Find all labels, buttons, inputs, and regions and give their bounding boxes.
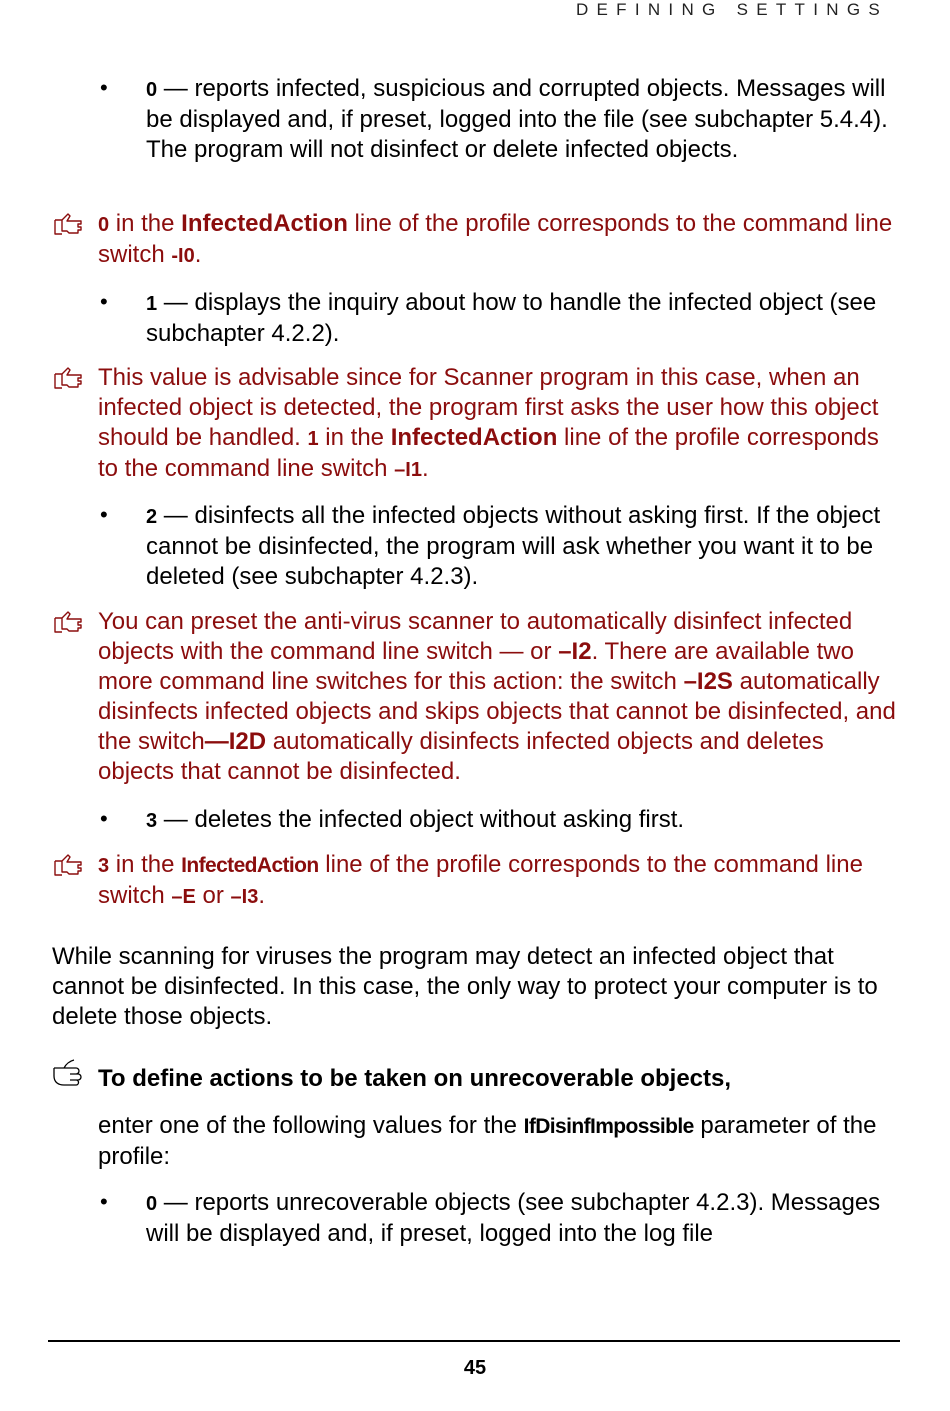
note-hand-icon [53,853,85,879]
list-item-value-2 [146,501,906,592]
switch-label: –I2S [683,668,733,695]
note-text: This value is advisable since for Scanner program in this case, when an infected object is detected, the program first asks the user how this object should be handled. [98,364,879,451]
value-label: 3 [146,810,158,832]
bullet-dot: • [100,806,108,831]
running-header: DEFINING SETTINGS [575,0,888,19]
switch-label: –E [171,886,196,908]
note-text: automatically disinfects infected objects and skips objects that cannot be disinfected, and the switch [98,668,896,755]
note-text: line of the profile corresponds to the command line switch [98,851,863,909]
value-label: 0 [146,1193,158,1215]
note-advisable-value [98,363,898,485]
list-item-unrecoverable-0 [146,1188,906,1249]
note-infected-action-0 [98,209,898,271]
note-text: . [258,882,265,909]
note-hand-icon [53,610,85,636]
note-text: automatically disinfects infected objects and deletes objects that cannot be disinfected. [98,728,824,785]
procedure-heading: To define actions to be taken on unrecoverable objects, [98,1065,732,1092]
bullet-dot: • [100,75,108,100]
switch-label: —I2D [204,728,267,755]
note-hand-icon [53,212,85,238]
footer-rule [48,1340,900,1342]
note-text: . [194,241,202,268]
note-text: . There are available two more command line switches for this action: the switch [98,638,854,695]
note-text: line of the profile corresponds to the command line switch [98,424,879,482]
note-text: in the [318,424,391,451]
procedure-intro [98,1111,898,1172]
intro-text: parameter of the profile: [98,1112,877,1170]
switch-label: –I2 [558,638,592,665]
value-label: 1 [307,428,319,450]
value-label: 2 [146,506,158,528]
switch-label: –I3 [230,886,259,908]
keyword: InfectedAction [181,854,319,877]
bullet-dot: • [100,289,108,314]
body-paragraph: While scanning for viruses the program may detect an infected object that cannot be disinfected. In this case, the only way to protect your computer is to delete those objects. [52,943,878,1030]
item-text: — displays the inquiry about how to handle the infected object (see subchapter 4.2.2). [146,289,877,347]
item-text: — reports unrecoverable objects (see subchapter 4.2.3). Messages will be displayed and, if preset, logged into the log file [146,1189,881,1247]
note-text: or [195,882,231,909]
note-text: You can preset the anti-virus scanner to automatically disinfect infected objects with the command line switch — or [98,608,853,665]
page-number: 45 [463,1357,487,1379]
value-label: 1 [146,293,158,315]
keyword: InfectedAction [181,210,348,237]
switch-label: -I0 [171,245,195,267]
note-infected-action-3 [98,850,898,912]
note-text: in the [109,851,182,878]
note-hand-icon [53,366,85,392]
intro-text: enter one of the following values for the [98,1112,524,1139]
note-text: in the [109,210,182,237]
switch-label: –I1 [394,459,422,481]
note-auto-disinfect [98,607,898,787]
list-item-value-1 [146,288,906,349]
keyword: InfectedAction [390,424,558,451]
list-item-value-0 [146,74,906,165]
pointing-hand-icon [52,1058,94,1086]
value-label: 0 [146,79,158,101]
note-text: . [421,455,429,482]
item-text: — reports infected, suspicious and corrupted objects. Messages will be displayed and, if preset, logged into the file (see subchapter 5.4.4). The program will not disinfect or delete infected objects. [146,75,888,163]
bullet-dot: • [100,1189,108,1214]
bullet-dot: • [100,502,108,527]
parameter-name: IfDisinfImpossible [523,1115,694,1138]
value-label: 0 [98,214,110,236]
item-text: — deletes the infected object without asking first. [163,806,685,833]
list-item-value-3 [146,805,906,836]
note-text: line of the profile corresponds to the command line switch [98,210,893,268]
value-label: 3 [98,855,110,877]
item-text: — disinfects all the infected objects without asking first. If the object cannot be disinfected, the program will ask whether you want it to be deleted (see subchapter 4.2.3). [146,502,881,590]
